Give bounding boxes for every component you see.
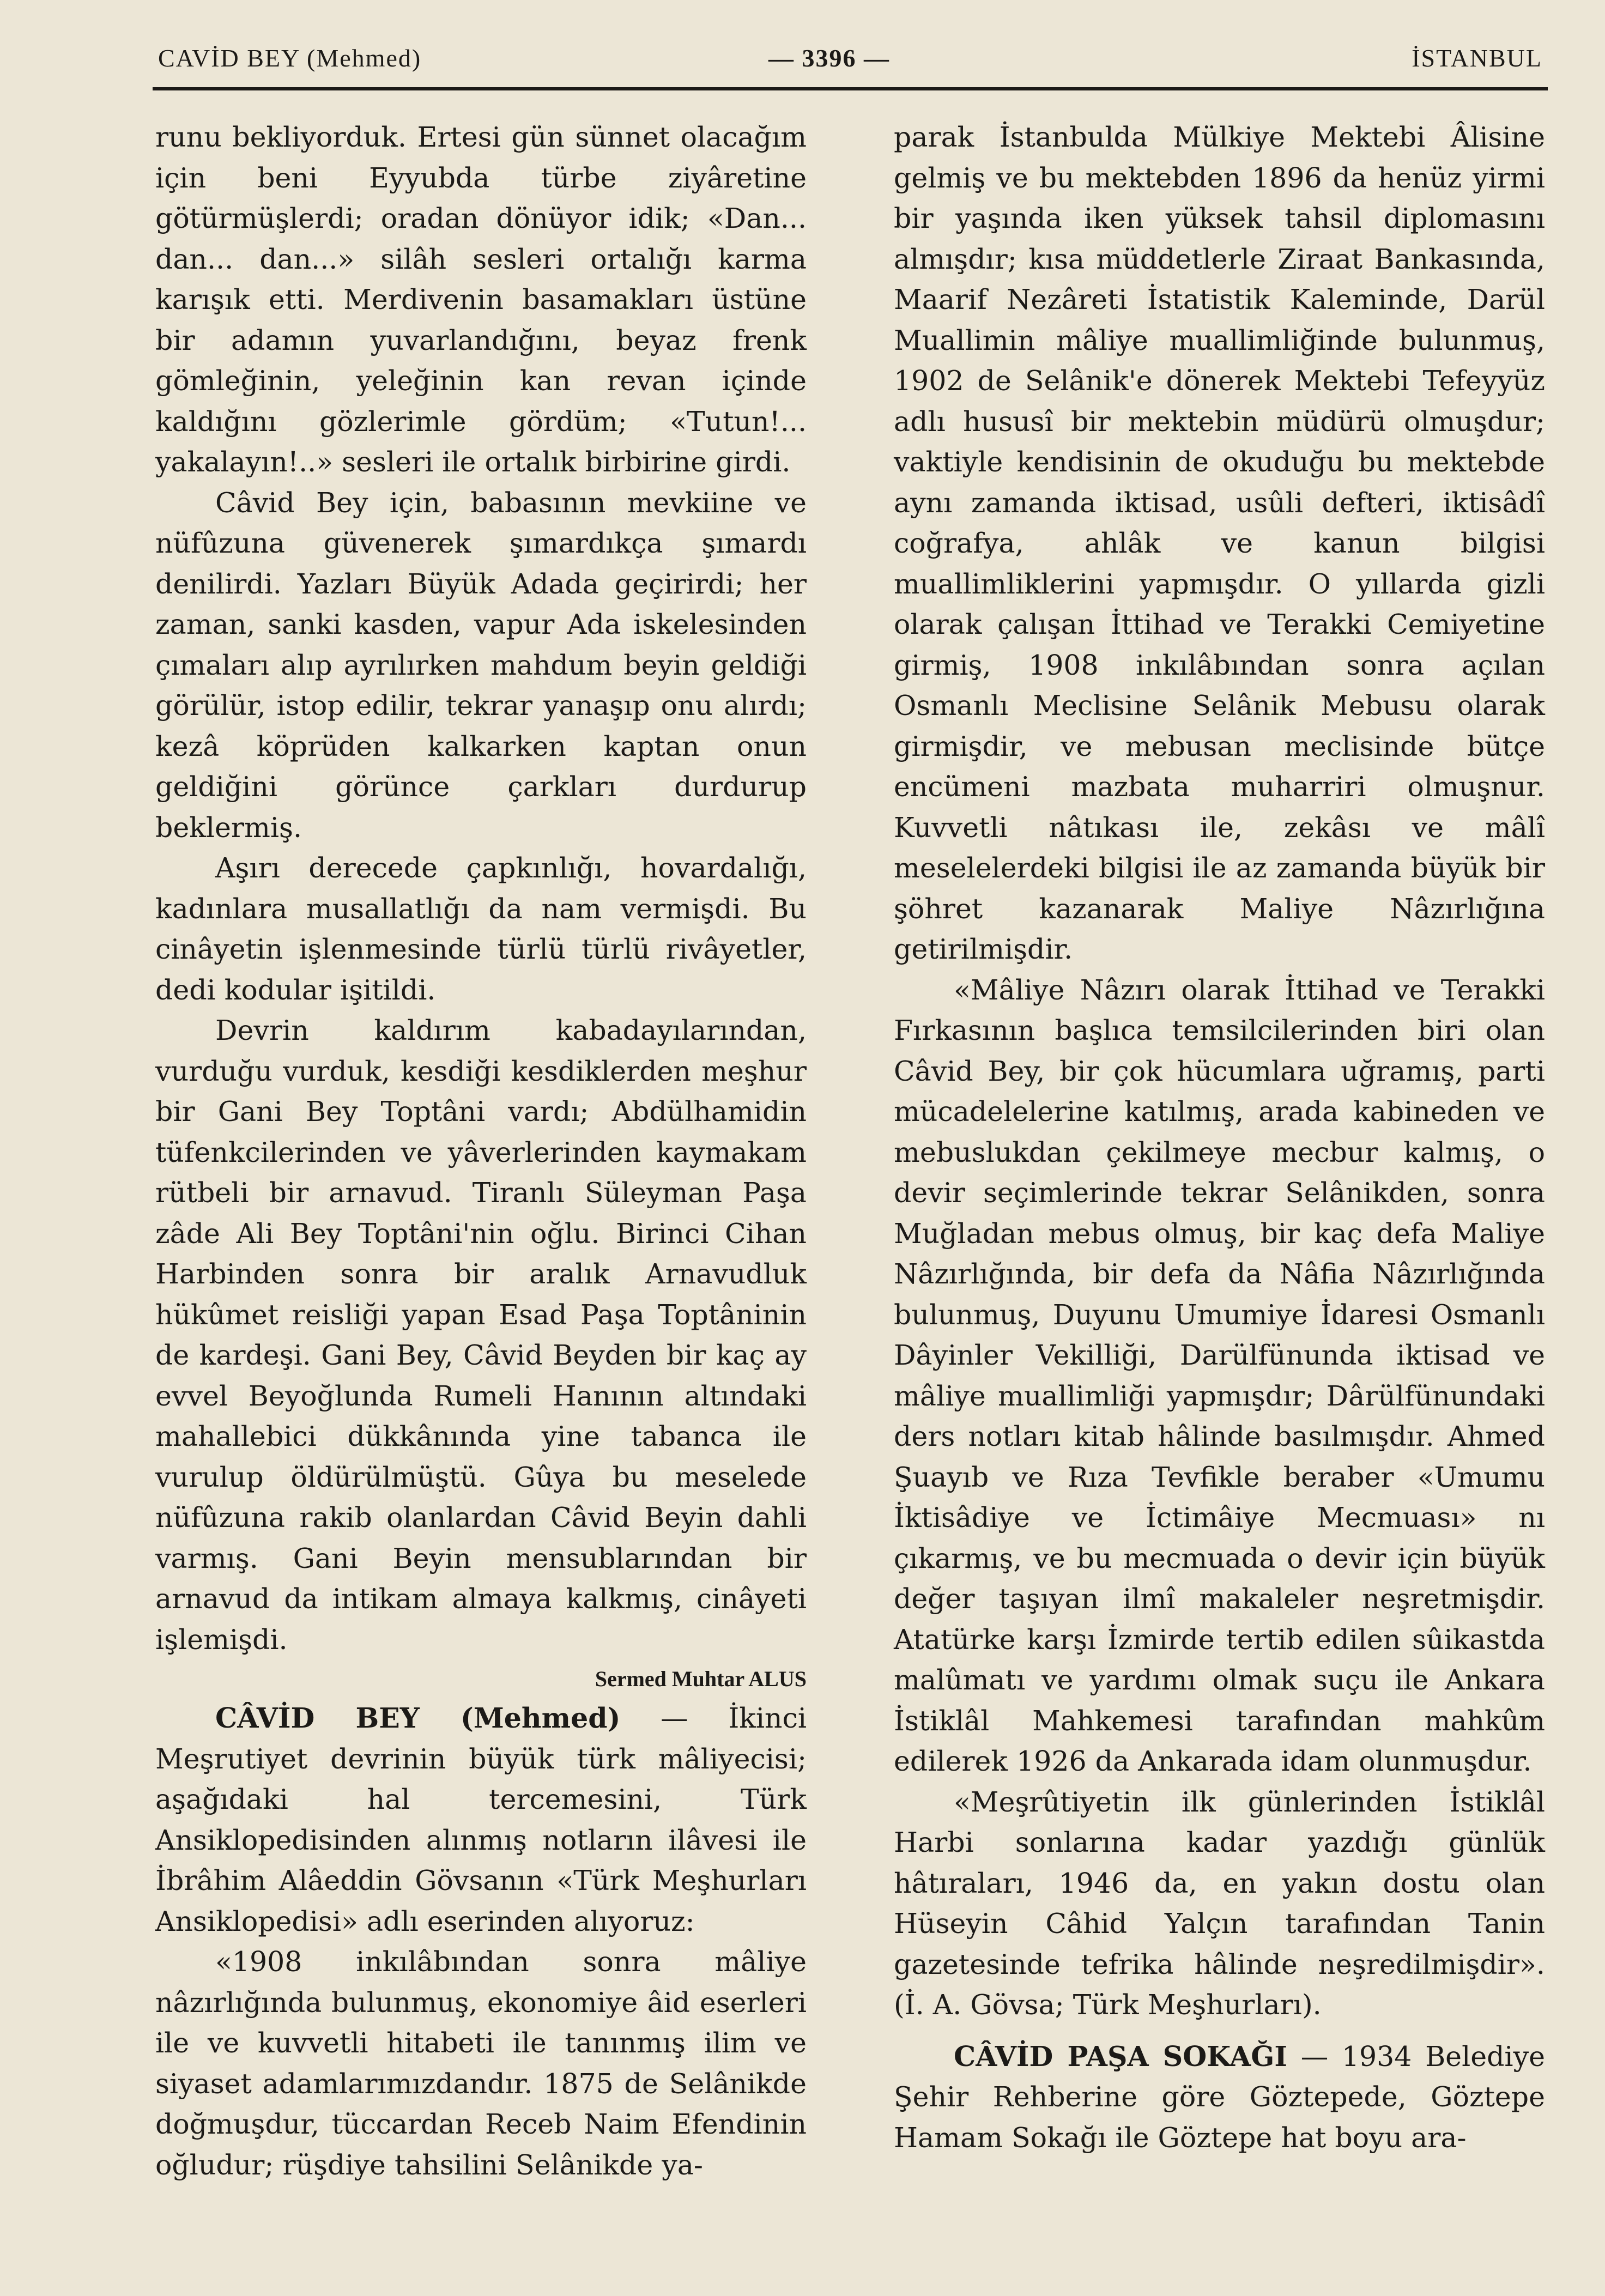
entry-text: — 1934 Belediye Şehir Rehberine göre Göztepede, Göztepe Hamam Sokağı ile Göztepe hat boyu ara- <box>894 2040 1545 2154</box>
paragraph: «1908 inkılâbından sonra mâliye nâzırlığında bulunmuş, ekonomiye âid eserleri ile ve kuvvetli hitabeti ile tanınmış ilim ve siyaset adamlarımızdandır. 1875 de Selânikde doğmuşdur, tüccardan Receb Naim Efendinin oğludur; rüşdiye tahsilini Selânikde ya- <box>155 1946 807 2181</box>
running-header <box>158 38 1542 82</box>
paragraph: parak İstanbulda Mülkiye Mektebi Âlisine gelmiş ve bu mektebden 1896 da henüz yirmi bir yaşında iken yüksek tahsil diplomasını almışdır; kısa müddetlerle Ziraat Bankasında, Maarif Nezâreti İstatistik Kaleminde, Darül Muallimin mâliye muallimliğinde bulunmuş, 1902 de Selânik'e dönerek Mektebi Tefeyyüz adlı hususî bir mektebin müdürü olmuşdur; vaktiyle kendisinin de okuduğu bu mektebde aynı zamanda iktisad, usûli defteri, iktisâdî coğrafya, ahlâk ve kanun bilgisi muallimliklerini yapmışdır. O yıllarda gizli olarak çalışan İttihad ve Terakki Cemiyetine girmiş, 1908 inkılâbından sonra açılan Osmanlı Meclisine Selânik Mebusu olarak girmişdir, ve mebusan meclisinde bütçe encümeni mazbata muharriri olmuşnur. Kuvvetli nâtıkası ile, zekâsı ve mâlî meselelerdeki bilgisi ile az zamanda büyük bir şöhret kazanarak Maliye Nâzırlığına getirilmişdir. <box>894 121 1545 965</box>
author-signature: Sermed Muhtar ALUS <box>595 1667 807 1691</box>
paragraph: Devrin kaldırım kabadayılarından, vurduğu vurduk, kesdiği kesdiklerden meşhur bir Gani Bey Toptâni vardı; Abdülhamidin tüfenkcilerinden ve yâverlerinden kaymakam rütbeli bir arnavud. Tiranlı Süleyman Paşa zâde Ali Bey Toptâni'nin oğlu. Birinci Cihan Harbinden sonra bir aralık Arnavudluk hükûmet reisliği yapan Esad Paşa Toptâninin de kardeşi. Gani Bey, Câvid Beyden bir kaç ay evvel Beyoğlunda Rumeli Hanının altındaki mahallebici dükkânında yine tabanca ile vurulup öldürülmüştü. Gûya bu meselede nüfûzuna rakib olanlardan Câvid Beyin dahli varmış. Gani Beyin mensublarından bir arnavud da intikam almaya kalkmış, cinâyeti işlemişdi. <box>155 1014 807 1656</box>
paragraph: «Meşrûtiyetin ilk günlerinden İstiklâl Harbi sonlarına kadar yazdığı günlük hâtıraları, 1946 da, en yakın dostu olan Hüseyin Câhid Yalçın tarafından Tanin gazetesinde tefrika hâlinde neşredilmişdir». (İ. A. Gövsa; Türk Meşhurları). <box>894 1785 1545 2021</box>
header-volume-name: İSTANBUL <box>1412 44 1542 72</box>
page-number: — 3396 — <box>768 44 890 72</box>
entry-text: — İkinci Meşrutiyet devrinin büyük türk mâliyecisi; aşağıdaki hal tercemesini, Türk Ansiklopedisinden alınmış notların ilâvesi ile İbrâhim Alâeddin Gövsanın «Türk Meşhurları Ansiklopedisi» adlı eserinden alıyoruz: <box>155 1702 807 1937</box>
entry-paragraph <box>894 2037 1545 2159</box>
entry-title: CÂVİD BEY (Mehmed) <box>215 1702 621 1734</box>
entry-paragraph <box>155 1698 807 1942</box>
paragraph: runu bekliyorduk. Ertesi gün sünnet olacağım için beni Eyyubda türbe ziyâretine götürmüşlerdi; oradan dönüyor idik; «Dan... dan... dan...» silâh sesleri ortalığı karma karışık etti. Merdivenin basamakları üstüne bir adamın yuvarlandığını, beyaz frenk gömleğinin, yeleğinin kan revan içinde kaldığını gözlerimle gördüm; «Tutun!... yakalayın!..» sesleri ile ortalık birbirine girdi. <box>155 121 807 478</box>
header-entry-name: CAVİD BEY (Mehmed) <box>158 44 422 72</box>
paragraph: «Mâliye Nâzırı olarak İttihad ve Terakki Fırkasının başlıca temsilcilerinden biri olan Câvid Bey, bir çok hücumlara uğramış, parti mücadelelerine katılmış, arada kabineden ve mebuslukdan çekilmeye mecbur kalmış, o devir seçimlerinde tekrar Selânikden, sonra Muğladan mebus olmuş, bir kaç defa Maliye Nâzırlığında, bir defa da Nâfia Nâzırlığında bulunmuş, Duyunu Umumiye İdaresi Osmanlı Dâyinler Vekilliği, Darülfünunda iktisad ve mâliye muallimliği yapmışdır; Dârülfünundaki ders notları kitab hâlinde basılmışdır. Ahmed Şuayıb ve Rıza Tevfikle beraber «Umumu İktisâdiye ve İctimâiye Mecmuası» nı çıkarmış, ve bu mecmuada o devir için büyük değer taşıyan ilmî makaleler neşretmişdir. Atatürke karşı İzmirde tertib edilen sûikastda malûmatı ve yardımı olmak suçu ile Ankara İstiklâl Mahkemesi tarafından mahkûm edilerek 1926 da Ankarada idam olunmuşdur. <box>894 973 1545 1777</box>
header-rule <box>153 87 1548 90</box>
entry-title: CÂVİD PAŞA SOKAĞI <box>954 2040 1288 2073</box>
right-column <box>894 117 1545 2158</box>
paragraph: Aşırı derecede çapkınlığı, hovardalığı, kadınlara musallatlığı da nam vermişdi. Bu cinâyetin işlenmesinde türlü türlü rivâyetler, dedi kodular işitildi. <box>155 852 807 1006</box>
paragraph: Câvid Bey için, babasının mevkiine ve nüfûzuna güvenerek şımardıkça şımardı denilirdi. Yazları Büyük Adada geçirirdi; her zaman, sanki kasden, vapur Ada iskelesinden çımaları alıp ayrılırken mahdum beyin geldiği görülür, istop edilir, tekrar yanaşıp onu alırdı; kezâ köprüden kalkarken kaptan onun geldiğini görünce çarkları durdurup beklermiş. <box>155 486 807 844</box>
left-column <box>155 117 807 2185</box>
